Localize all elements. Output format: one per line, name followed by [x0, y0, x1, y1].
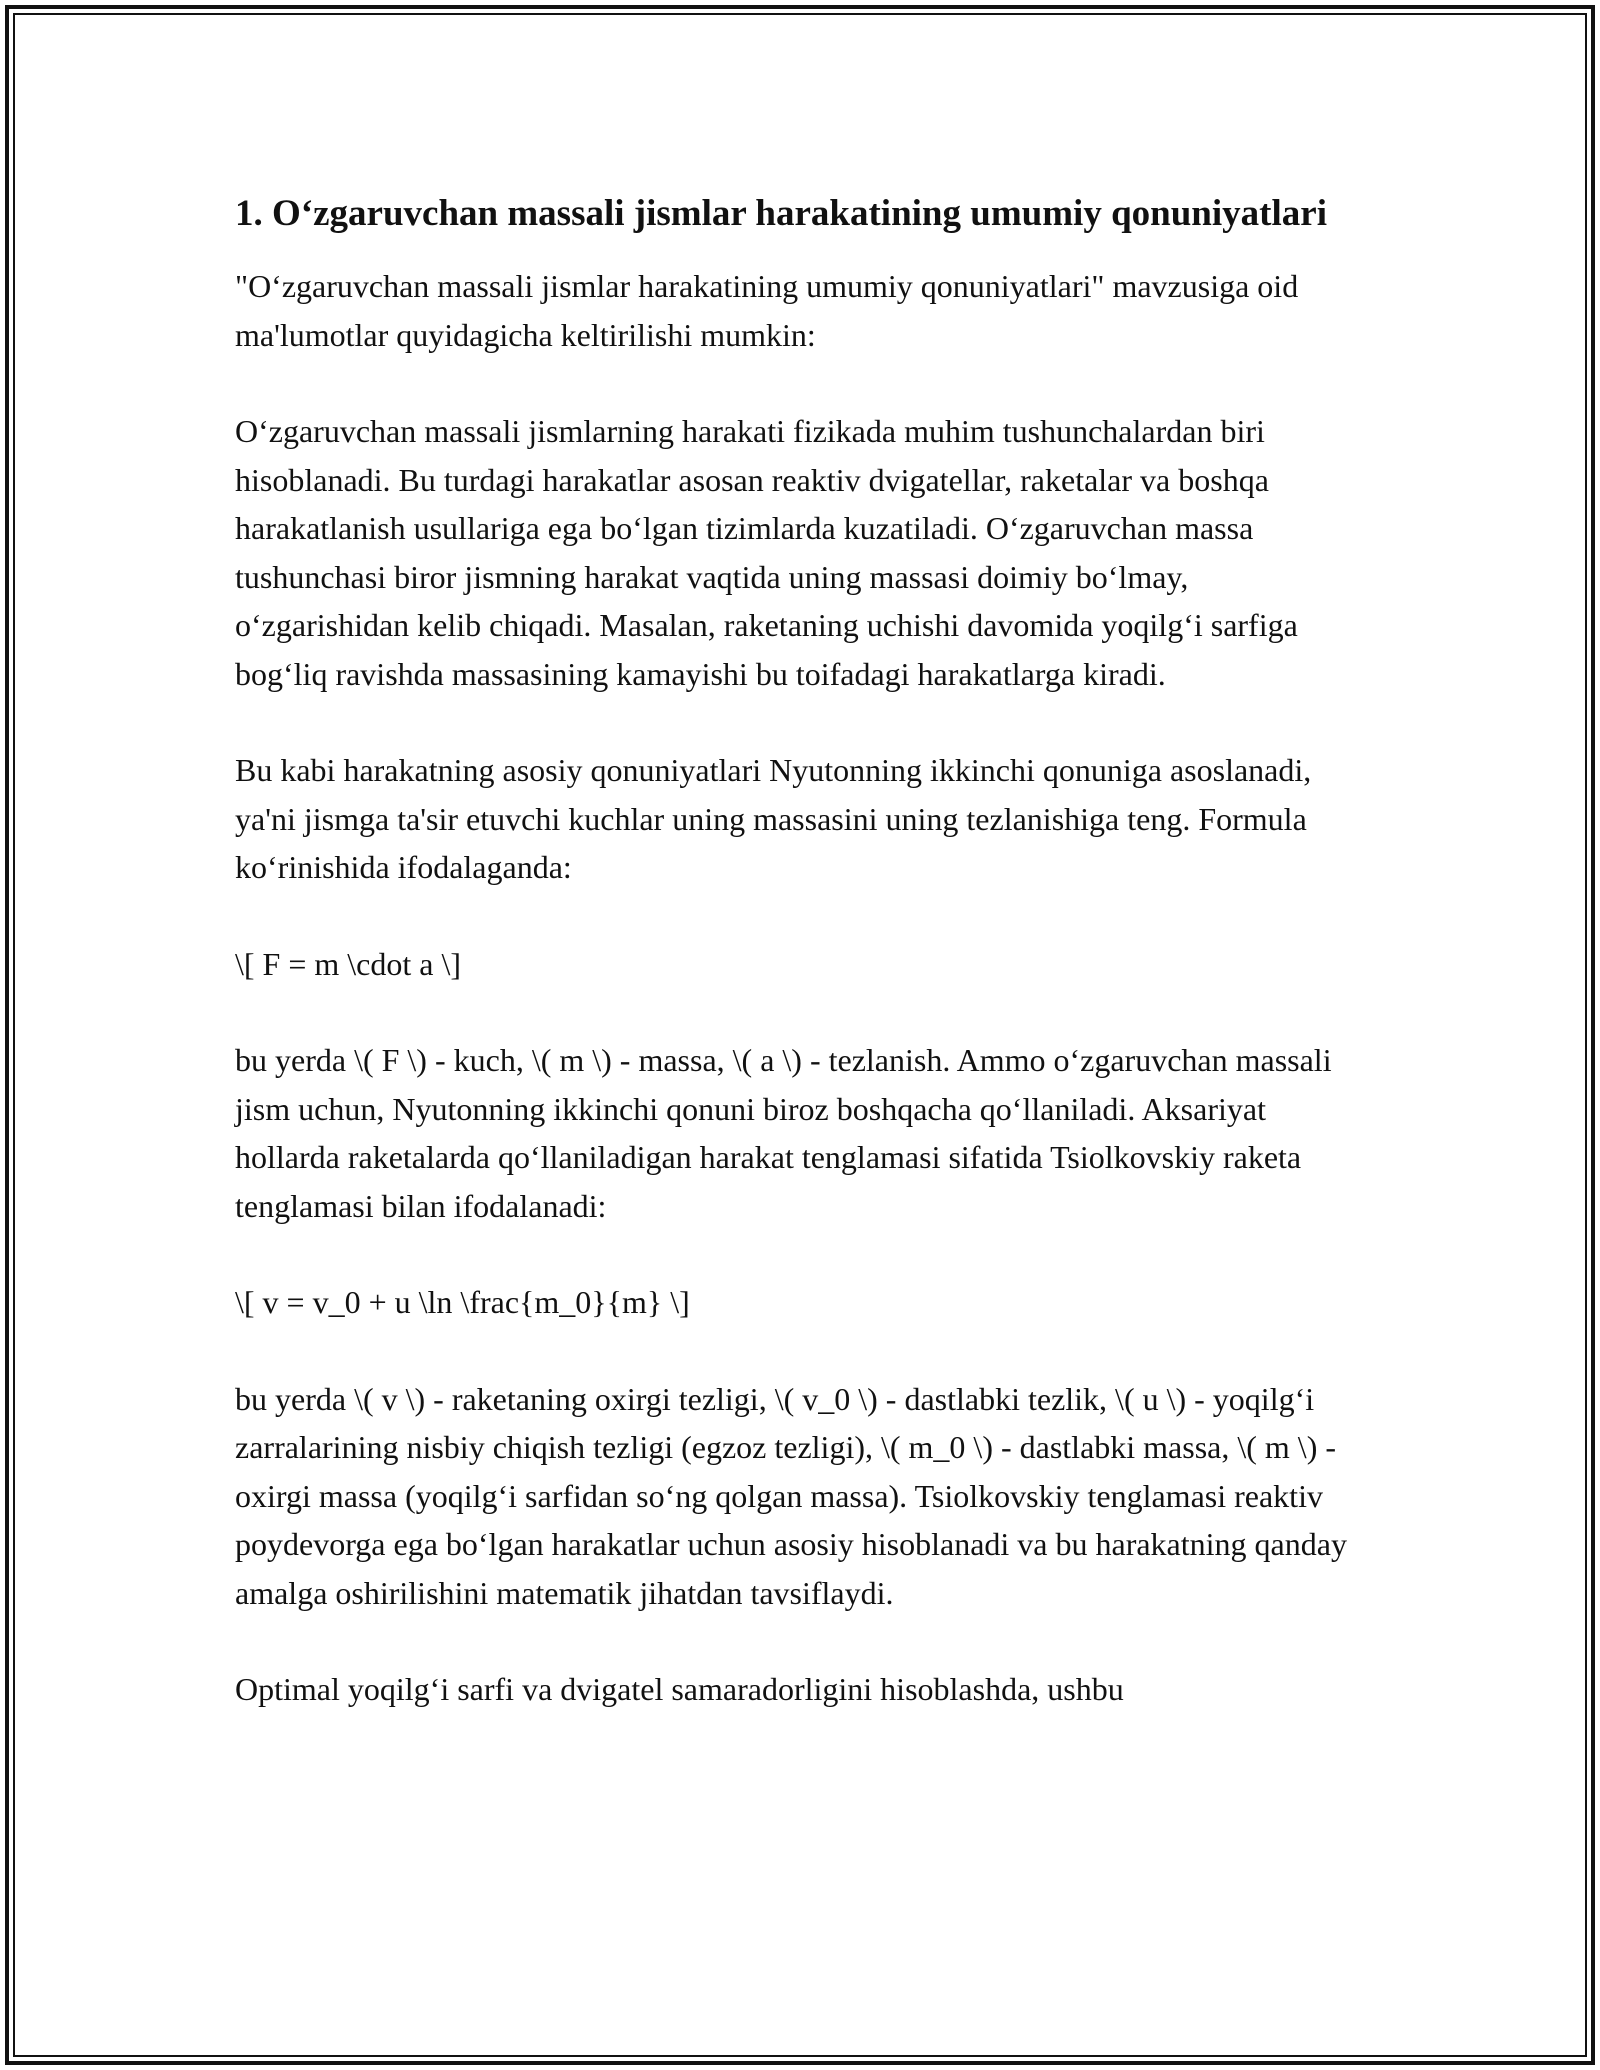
tsiolkovsky-explanation-paragraph: bu yerda \( v \) - raketaning oxirgi tezligi, \( v_0 \) - dastlabki tezlik, \( u \) - yoqilg‘i zarralarining nisbiy chiqish tezligi (egzoz tezligi), \( m_0 \) - dastlabki massa, \( m \) - oxirgi massa (yoqilg‘i sarfidan so‘ng qolgan massa). Tsiolkovskiy tenglamasi reaktiv poydevorga ega bo‘lgan harakatlar uchun asosiy hisoblanadi va bu harakatning qanday amalga oshirilishini matematik jihatdan tavsiflaydi. — [235, 1380, 1347, 1611]
variable-mass-paragraph: O‘zgaruvchan massali jismlarning harakati fizikada muhim tushunchalardan biri hisoblanadi. Bu turdagi harakatlar asosan reaktiv dvigatellar, raketalar va boshqa harakatlanish usullariga ega bo‘lgan tizimlarda kuzatiladi. O‘zgaruvchan massa tushunchasi biror jismning harakat vaqtida uning massasi doimiy bo‘lmay, o‘zgarishidan kelib chiqadi. Masalan, raketaning uchishi davomida yoqilg‘i sarfiga bog‘liq ravishda massasining kamayishi bu toifadagi harakatlarga kiradi. — [235, 413, 1298, 692]
intro-paragraph: "O‘zgaruvchan massali jismlar harakatining umumiy qonuniyatlari" mavzusiga oid ma'lumotlar quyidagicha keltirilishi mumkin: — [235, 268, 1299, 353]
formula-explanation-paragraph: bu yerda \( F \) - kuch, \( m \) - massa, \( a \) - tezlanish. Ammo o‘zgaruvchan massali jism uchun, Nyutonning ikkinchi qonuni biroz boshqacha qo‘llaniladi. Aksariyat hollarda raketalarda qo‘llaniladigan harakat tenglamasi sifatida Tsiolkovskiy raketa tenglamasi bilan ifodalanadi: — [235, 1042, 1332, 1224]
newton-law-paragraph: Bu kabi harakatning asosiy qonuniyatlari Nyutonning ikkinchi qonuniga asoslanadi, ya'ni jismga ta'sir etuvchi kuchlar uning massasini uning tezlanishiga teng. Formula ko‘rinishida ifodalaganda: — [235, 752, 1312, 885]
continuation-paragraph: Optimal yoqilg‘i sarfi va dvigatel samaradorligini hisoblashda, ushbu — [235, 1671, 1124, 1707]
section-heading: 1. O‘zgaruvchan massali jismlar harakatining umumiy qonuniyatlari — [235, 193, 1327, 234]
tsiolkovsky-formula: \[ v = v_0 + u \ln \frac{m_0}{m} \] — [235, 1284, 690, 1320]
document-body — [235, 186, 1365, 1762]
newton-formula: \[ F = m \cdot a \] — [235, 945, 462, 982]
